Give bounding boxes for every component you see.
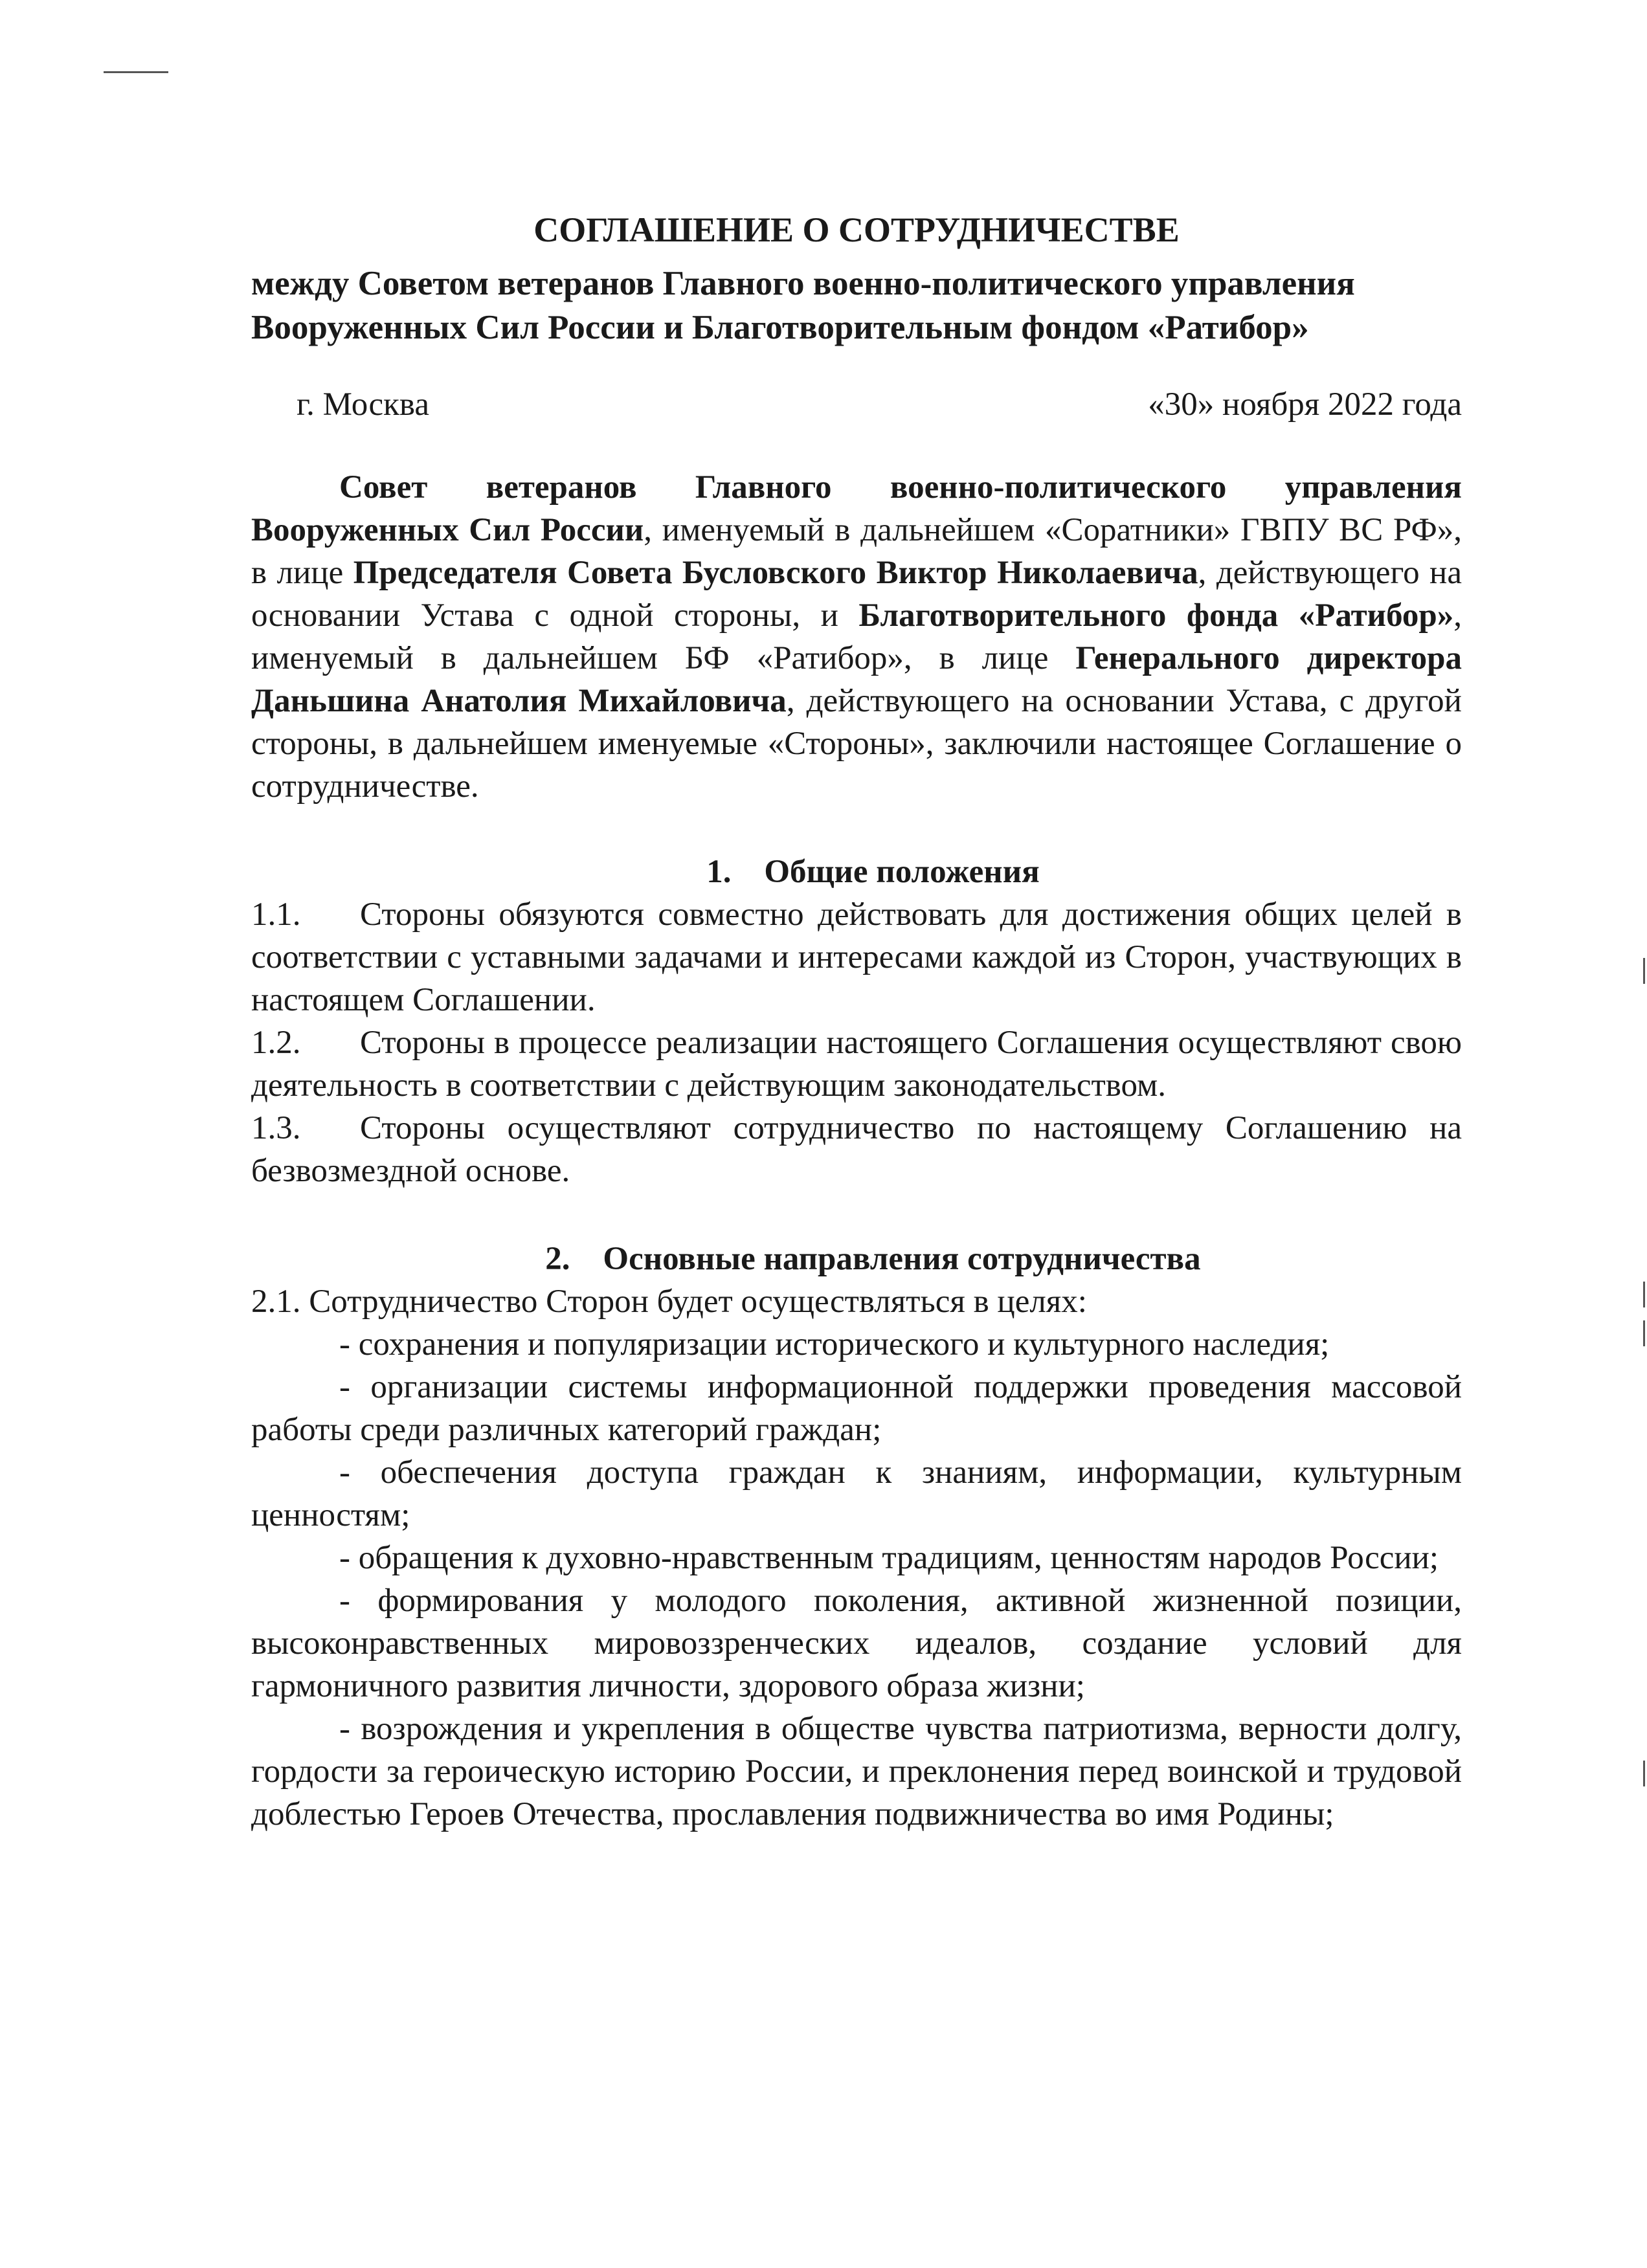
- scan-artifact-line: [104, 71, 168, 73]
- section-title: Основные направления сотрудничества: [603, 1241, 1201, 1277]
- scan-artifact-mark: [1643, 958, 1645, 984]
- party-1-name: Совет ветеранов Главного военно-политического управления Вооруженных Сил России: [251, 469, 1462, 548]
- clause-number: 1.1.: [251, 896, 301, 933]
- party-1-representative: Председателя Совета Бусловского Виктор Николаевича: [353, 555, 1198, 591]
- clause-item: [251, 893, 1462, 1021]
- clause-lead: 2.1. Сотрудничество Сторон будет осуществляться в целях:: [251, 1284, 1087, 1320]
- place: г. Москва: [297, 386, 429, 423]
- clause-number: 1.3.: [251, 1110, 301, 1146]
- section-2-heading: [251, 1238, 1462, 1280]
- goal-item: - организации системы информационной поддержки проведения массовой работы среди различных категорий граждан;: [251, 1369, 1462, 1448]
- subtitle-line: Вооруженных Сил России и Благотворительным фондом «Ратибор»: [251, 309, 1309, 346]
- clause-text: Стороны осуществляют сотрудничество по настоящему Соглашению на безвозмездной основе.: [251, 1110, 1462, 1189]
- place-date-row: [251, 383, 1462, 426]
- subtitle-line: между Советом ветеранов Главного военно-политического управления: [251, 265, 1355, 302]
- goal-item: - формирования у молодого поколения, активной жизненной позиции, высоконравственных мировоззренческих идеалов, создание условий для гармоничного развития личности, здорового образа жизни;: [251, 1583, 1462, 1704]
- clause-item: [251, 1107, 1462, 1192]
- document-subtitle: [251, 261, 1462, 350]
- party-2-name: Благотворительного фонда «Ратибор»: [858, 597, 1454, 634]
- intro-text: , именуемый в дальнейшем «Соратники» ГВПУ ВС РФ», в лице: [251, 512, 1462, 591]
- section-number: 2.: [545, 1241, 570, 1277]
- clause-item: [251, 1021, 1462, 1107]
- scan-artifact-mark: [1643, 1320, 1645, 1346]
- intro-paragraph: [251, 466, 1462, 808]
- goal-item: - обеспечения доступа граждан к знаниям, информации, культурным ценностям;: [251, 1454, 1462, 1533]
- clause-text: Стороны в процессе реализации настоящего Соглашения осуществляют свою деятельность в соответствии с действующим законодательством.: [251, 1025, 1462, 1104]
- scan-artifact-mark: [1643, 1761, 1645, 1786]
- intro-text: , действующего на основании Устава с одной стороны, и: [251, 555, 1462, 634]
- intro-text: , действующего на основании Устава, с другой стороны, в дальнейшем именуемые «Стороны», заключили настоящее Соглашение о сотрудничестве.: [251, 683, 1462, 805]
- goal-item: - обращения к духовно-нравственным традициям, ценностям народов России;: [339, 1540, 1439, 1576]
- scan-artifact-mark: [1643, 1282, 1645, 1307]
- intro-text: , именуемый в дальнейшем БФ «Ратибор», в лице: [251, 597, 1462, 676]
- date: «30» ноября 2022 года: [1148, 386, 1462, 423]
- goal-item: - возрождения и укрепления в обществе чувства патриотизма, верности долгу, гордости за героическую историю России, и преклонения перед воинской и трудовой доблестью Героев Отечества, прославления подвижничества во имя Родины;: [251, 1711, 1462, 1832]
- agreement-body: [251, 207, 1462, 1836]
- section-number: 1.: [706, 854, 732, 890]
- clause-number: 1.2.: [251, 1025, 301, 1061]
- section-1-heading: [251, 850, 1462, 893]
- clause-text: Стороны обязуются совместно действовать для достижения общих целей в соответствии с уставными задачами и интересами каждой из Сторон, участвующих в настоящем Соглашении.: [251, 896, 1462, 1018]
- goal-item: - сохранения и популяризации исторического и культурного наследия;: [339, 1326, 1330, 1362]
- document-title: СОГЛАШЕНИЕ О СОТРУДНИЧЕСТВЕ: [533, 210, 1180, 249]
- section-title: Общие положения: [764, 854, 1040, 890]
- party-2-representative: Генерального директора Даньшина Анатолия Михайловича: [251, 640, 1462, 719]
